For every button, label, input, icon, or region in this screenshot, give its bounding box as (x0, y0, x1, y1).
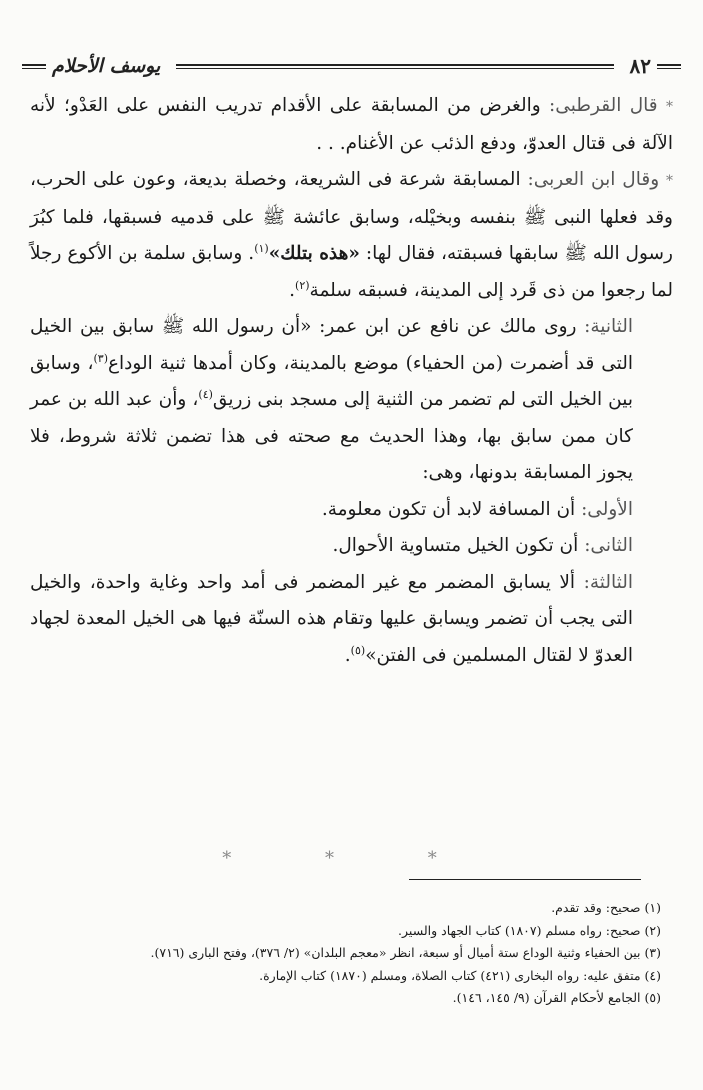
paragraph-text: أن تكون الخيل متساوية الأحوال. (332, 535, 579, 556)
footnote-ref-4[interactable]: (٤) (198, 387, 213, 401)
paragraph-second-condition (30, 528, 673, 565)
paragraph-lead: الثالثة: (583, 571, 633, 593)
paragraph-text: المسابقة شرعة فى الشريعة، وخصلة بديعة، وعون على الحرب، وقد فعلها النبى ﷺ بنفسه وبخيْله، وسابق عائشة ﷺ على قدميه فسبقها، فلما كبُرَ رسول الله ﷺ سابقها فسبقته، فقال لها: (30, 169, 673, 264)
footnote-ref-2[interactable]: (٢) (295, 278, 310, 292)
footnote-3: (٣) بين الحفياء وثنية الوداع ستة أميال أو سبعة، انظر «معجم البلدان» (٢/ ٣٧٦)، وفتح البارى (٧١٦). (150, 945, 661, 961)
main-text (30, 88, 673, 674)
paragraph-marker: * (666, 173, 674, 189)
paragraph-second (30, 309, 673, 492)
paragraph-lead: الثانى: (584, 535, 633, 556)
footnote-4: (٤) متفق عليه: رواه البخارى (٤٢١) كتاب الصلاة، ومسلم (١٨٧٠) كتاب الإمارة. (259, 967, 661, 983)
book-title: يوسف الأحلام (52, 55, 161, 77)
section-separator: * * * (222, 848, 481, 869)
hadith-quote: «هذه بتلك» (268, 243, 360, 264)
paragraph-third-condition (30, 565, 673, 675)
header-rule-right (657, 64, 681, 69)
paragraph-ibn-arabi (30, 162, 673, 309)
paragraph-lead: وقال ابن العربى: (527, 169, 660, 190)
header-rule-middle (176, 64, 613, 69)
paragraph-text: ألا يسابق المضمر مع غير المضمر فى أمد واحد وغاية واحدة، والخيل التى يجب أن تضمر ويسابق عليها وتقام هذه السنّة فيها هى الخيل المعدة لجهاد العدوّ لا لقتال المسلمين فى الفتن» (30, 571, 633, 666)
paragraph-marker: * (665, 99, 673, 115)
footnote-1: (١) صحيح: وقد تقدم. (551, 900, 661, 915)
running-header (22, 50, 681, 82)
footnote-ref-3[interactable]: (٣) (93, 351, 108, 365)
paragraph-text: أن المسافة لابد أن تكون معلومة. (321, 498, 576, 520)
footnote-ref-1[interactable]: (١) (254, 241, 269, 255)
paragraph-lead: قال القرطبى: (549, 95, 658, 116)
paragraph-text: . وسابق سلمة بن الأكوع رجلاً لما رجعوا من ذى قَرد إلى المدينة، فسبقه سلمة (30, 243, 673, 301)
paragraph-text: روى مالك عن نافع عن ابن عمر: «أن رسول الله ﷺ سابق بين الخيل التى قد أضمرت (من الحفياء) موضع بالمدينة، وكان أمدها ثنية الوداع (30, 316, 633, 374)
paragraph-text: ، وأن عبد الله بن عمر كان ممن سابق بها، وهذا الحديث مع صحته فى هذا تضمن ثلاثة شروط، فلا يجوز المسابقة بدونها، وهى: (30, 389, 633, 483)
paragraph-first-condition (30, 492, 673, 529)
page-number: ٨٢ (629, 54, 651, 78)
paragraph-text: . (289, 279, 296, 301)
paragraph-lead: الأولى: (581, 498, 633, 520)
paragraph-text: ، وسابق بين الخيل التى لم تضمر من الثنية إلى مسجد بنى زريق (30, 352, 633, 410)
header-rule-left (22, 64, 46, 69)
footnote-2: (٢) صحيح: رواه مسلم (١٨٠٧) كتاب الجهاد والسير. (398, 922, 661, 938)
footnote-5: (٥) الجامع لأحكام القرآن (٩/ ١٤٥، ١٤٦). (452, 990, 661, 1006)
paragraph-text: . (344, 644, 351, 666)
footnotes (20, 897, 661, 1010)
footnote-divider (409, 879, 641, 880)
paragraph-text: والغرض من المسابقة على الأقدام تدريب النفس على العَدْو؛ لأنه الآلة فى قتال العدوّ، ودفع الذئب عن الأغنام. . . (30, 95, 673, 154)
paragraph-qurtubi (30, 88, 673, 162)
footnote-ref-5[interactable]: (٥) (350, 643, 366, 657)
paragraph-lead: الثانية: (584, 316, 633, 337)
